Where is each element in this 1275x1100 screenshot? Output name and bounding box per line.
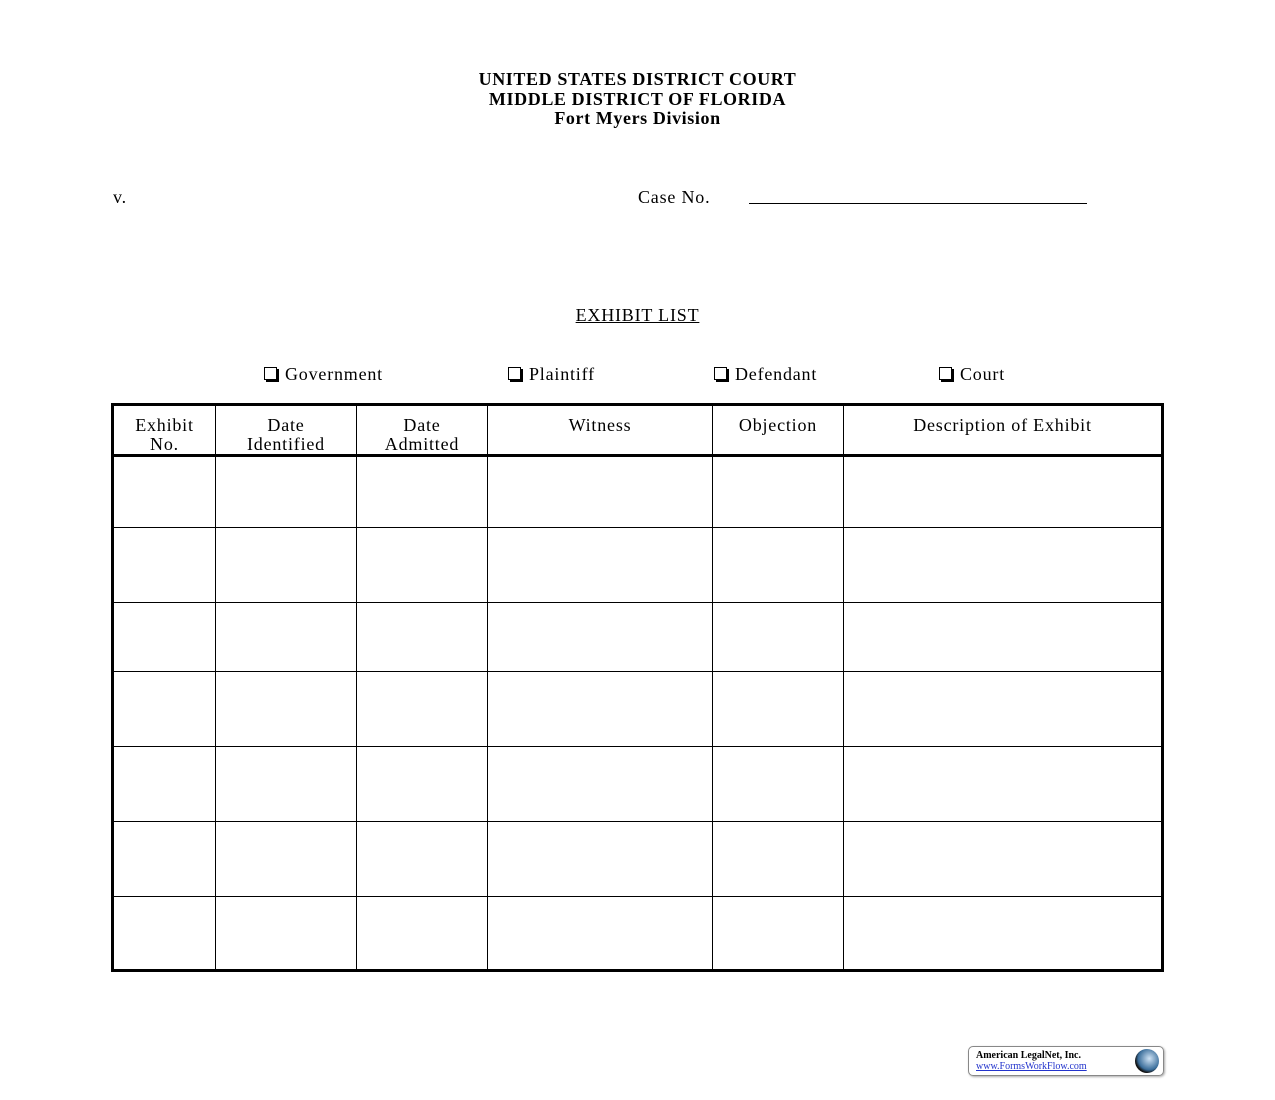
table-cell[interactable]: [488, 672, 713, 747]
header-line: Exhibit: [135, 415, 194, 435]
table-cell[interactable]: [113, 747, 216, 822]
table-cell[interactable]: [357, 897, 488, 971]
checkbox-court[interactable]: [939, 364, 1005, 385]
table-cell[interactable]: [113, 528, 216, 603]
table-header-row: [113, 405, 1163, 456]
table-cell[interactable]: [844, 603, 1163, 672]
table-cell[interactable]: [844, 528, 1163, 603]
case-no-field[interactable]: [749, 203, 1087, 204]
header-line: Date: [267, 415, 305, 435]
footer-logo: [968, 1046, 1164, 1076]
checkbox-government[interactable]: [264, 364, 383, 385]
case-no-label: Case No.: [638, 187, 711, 207]
table-cell[interactable]: [357, 456, 488, 528]
checkbox-label: Plaintiff: [529, 364, 595, 384]
table-row: [113, 672, 1163, 747]
column-header: [357, 405, 488, 456]
table-cell[interactable]: [844, 897, 1163, 971]
court-name: UNITED STATES DISTRICT COURT: [478, 69, 797, 89]
header-line: Identified: [247, 434, 325, 454]
checkbox-icon: [714, 367, 727, 380]
header-line: Objection: [738, 415, 818, 435]
table-cell[interactable]: [357, 603, 488, 672]
table-cell[interactable]: [113, 822, 216, 897]
globe-icon: [1135, 1049, 1159, 1073]
table-cell[interactable]: [357, 528, 488, 603]
checkbox-defendant[interactable]: [714, 364, 817, 385]
table-cell[interactable]: [488, 603, 713, 672]
table-cell[interactable]: [488, 528, 713, 603]
table-cell[interactable]: [488, 456, 713, 528]
checkbox-icon: [939, 367, 952, 380]
table-cell[interactable]: [113, 603, 216, 672]
column-header: [488, 405, 713, 456]
column-header: [113, 405, 216, 456]
document-title: EXHIBIT LIST: [575, 305, 700, 325]
table-cell[interactable]: [844, 672, 1163, 747]
table-cell[interactable]: [844, 747, 1163, 822]
table-row: [113, 747, 1163, 822]
versus-label: v.: [113, 187, 127, 207]
table-cell[interactable]: [713, 528, 844, 603]
table-row: [113, 603, 1163, 672]
logo-url[interactable]: www.FormsWorkFlow.com: [976, 1061, 1087, 1072]
district-name: MIDDLE DISTRICT OF FLORIDA: [488, 89, 787, 109]
checkbox-label: Government: [285, 364, 383, 384]
logo-company: American LegalNet, Inc.: [976, 1050, 1081, 1061]
checkbox-label: Court: [960, 364, 1006, 384]
table-cell[interactable]: [357, 747, 488, 822]
table-cell[interactable]: [216, 897, 357, 971]
table-cell[interactable]: [216, 747, 357, 822]
header-line: Witness: [568, 415, 632, 435]
header-line: No.: [150, 434, 179, 454]
table-cell[interactable]: [488, 747, 713, 822]
table-row: [113, 897, 1163, 971]
table-cell[interactable]: [216, 456, 357, 528]
table-cell[interactable]: [357, 672, 488, 747]
table-row: [113, 456, 1163, 528]
column-header: [713, 405, 844, 456]
table-cell[interactable]: [844, 456, 1163, 528]
table-cell[interactable]: [216, 528, 357, 603]
division-name: Fort Myers Division: [554, 108, 721, 128]
header-line: Admitted: [384, 434, 460, 454]
table-cell[interactable]: [713, 897, 844, 971]
table-cell[interactable]: [713, 603, 844, 672]
table-cell[interactable]: [357, 822, 488, 897]
checkbox-label: Defendant: [735, 364, 818, 384]
checkbox-icon: [508, 367, 521, 380]
table-cell[interactable]: [216, 672, 357, 747]
table-cell[interactable]: [488, 897, 713, 971]
table-cell[interactable]: [713, 672, 844, 747]
checkbox-icon: [264, 367, 277, 380]
table-cell[interactable]: [713, 747, 844, 822]
column-header: [216, 405, 357, 456]
column-header: [844, 405, 1163, 456]
header-line: Description of Exhibit: [913, 415, 1092, 435]
table-row: [113, 822, 1163, 897]
exhibit-table: [111, 403, 1164, 972]
checkbox-plaintiff[interactable]: [508, 364, 595, 385]
table-cell[interactable]: [713, 822, 844, 897]
table-cell[interactable]: [216, 822, 357, 897]
header-line: Date: [403, 415, 441, 435]
table-cell[interactable]: [113, 672, 216, 747]
table-cell[interactable]: [113, 456, 216, 528]
table-cell[interactable]: [216, 603, 357, 672]
table-row: [113, 528, 1163, 603]
table-cell[interactable]: [488, 822, 713, 897]
table-cell[interactable]: [844, 822, 1163, 897]
table-cell[interactable]: [713, 456, 844, 528]
table-cell[interactable]: [113, 897, 216, 971]
